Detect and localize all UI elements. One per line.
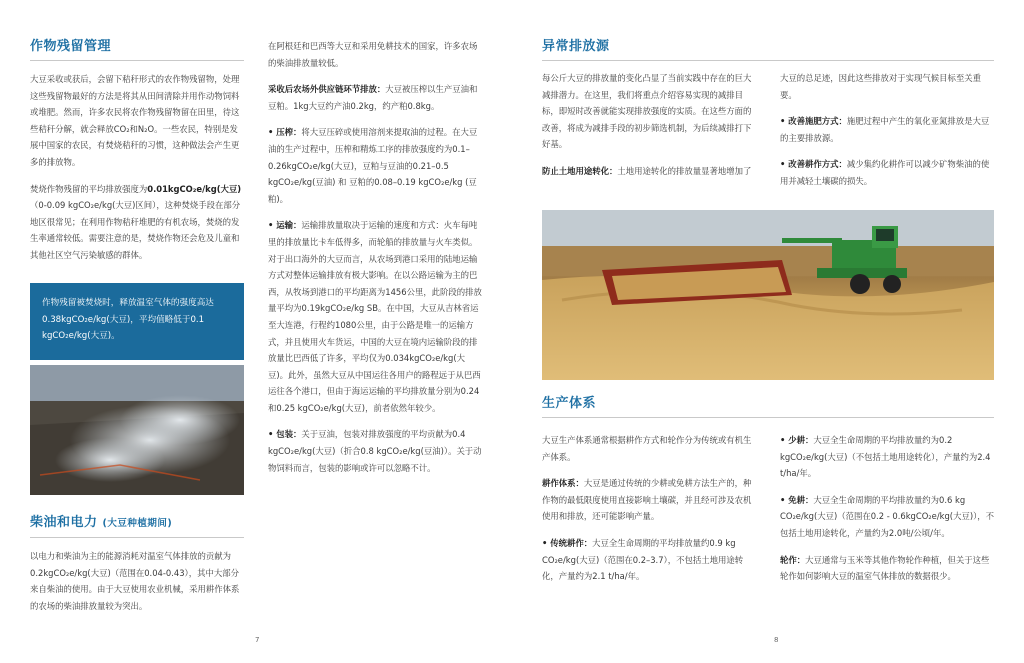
bold-text: 轮作： <box>780 554 806 565</box>
paragraph: 大豆生产体系通常根据耕作方式和轮作分为传统或有机生产体系。 <box>542 435 752 462</box>
text: 运输排放量取决于运输的速度和方式：火车每吨里的排放量比卡车低得多，而轮船的排放量与火车类似。对于出口海外的大豆而言，从农场到港口采用的陆地运输方式对整体运输排放有极大影响。在以公路运输为主的巴西，从牧场到港口的平均距离为1456公里，此阶段的排放量平均为0.19kgCO₂e/kg SB。在中国，大豆从吉林省运至大连港，行程约1080公里，由于公路是唯一的运输方式，并且使用火车货运，中国的大豆在境内运输阶段的排放量比巴西低了许多，平均仅为0.034kgCO₂e/kg(大豆)。此外，虽然大豆从中国运往各用户的路程远于从巴西运往各个港口，但由于海运运输的平均排放量分别为0.24和0.25 kgCO₂e/kg(大豆)，前者依然年较少。 <box>268 220 482 413</box>
text: 大豆被压榨以生产豆油和豆粕。1kg大豆约产油0.2kg，约产粕0.8kg。 <box>268 84 478 111</box>
paragraph <box>542 535 757 585</box>
paragraph: 在阿根廷和巴西等大豆和采用免耕技术的国家，许多农场的柴油排放量较低。 <box>268 41 478 68</box>
paragraph: 大豆采收或获后，会留下秸秆形式的农作物残留物，处理这些残留物最好的方法是将其从田间清除并用作动物饲料或堆肥。然而，许多农民将农作物残留物留在田里，待这些秸秆分解，就会释放CO₂和N₂O。一些农民，特别是发展中国家的农民，有焚烧秸秆的习惯，这种做法会产生更多的排放物。 <box>30 74 240 167</box>
right-section-production <box>542 395 994 428</box>
left-col-1 <box>30 38 244 274</box>
text: （0-0.09 kgCO₂e/kg(大豆)区间），这种焚烧手段在部分地区很常见；在利用作物秸秆堆肥的有机农场，焚烧的发生率通常较低。需要注意的是，焚烧作物还会危及儿童和其他社区空气污染敏感的群体。 <box>30 200 241 260</box>
divider <box>30 60 244 61</box>
paragraph <box>542 475 757 525</box>
bold-text: • 少耕： <box>780 435 814 445</box>
right-header <box>542 38 994 71</box>
harvester-graphic <box>542 210 994 380</box>
left-col-1-bottom <box>30 514 244 624</box>
bold-text: 0.01kgCO₂e/kg(大豆) <box>147 183 242 194</box>
bold-text: • 压榨： <box>268 127 302 138</box>
text: 土地用途转化的排放量显著地增加了 <box>617 165 752 176</box>
page-number: 7 <box>255 636 260 644</box>
bold-text: • 免耕： <box>780 494 814 505</box>
heading-subtext: (大豆种植期间) <box>102 518 173 529</box>
right-col-1-bottom <box>542 432 757 595</box>
heading-diesel-electricity <box>30 514 244 533</box>
text: 将大豆压碎或使用溶剂来提取油的过程。在大豆油的生产过程中，压榨和精炼工序的排放强度约为0.1–0.26kgCO₂e/kg(大豆)，豆粕与豆油的0.21–0.5 kgCO₂e/kg(豆油) 和 豆粕的0.08–0.19 kgCO₂e/kg (豆粕)。 <box>268 127 478 204</box>
text: 大豆全生命周期的平均排放量约为0.2 kgCO₂e/kg(大豆)（不包括土地用途转化），产量约为2.4 t/ha/年。 <box>780 435 991 479</box>
paragraph <box>780 113 995 146</box>
divider <box>30 537 244 538</box>
text: 减少集约化耕作可以减少矿物柴油的使用并减轻土壤碳的损失。 <box>780 159 990 186</box>
text: 大豆全生命周期的平均排放量约为0.6 kg CO₂e/kg(大豆)（范围在0.2 - 0.6kgCO₂e/kg(大豆)），不包括土地用途转化，产量约为2.0吨/公顷/年。 <box>780 494 995 538</box>
bold-text: • 运输： <box>268 220 302 231</box>
paragraph <box>268 81 483 114</box>
paragraph: 以电力和柴油为主的能源消耗对温室气体排放的贡献为0.2kgCO₂e/kg(大豆)（范围在0.04-0.43），其中大部分来自柴油的使用。由于大豆使用农业机械，采用耕作体系的农场的柴油排放量较为突出。 <box>30 551 240 611</box>
divider <box>542 417 994 418</box>
text: 关于豆油，包装对排放强度的平均贡献为0.4 kgCO₂e/kg(大豆)（折合0.8 kgCO₂e/kg(豆油)）。关于动物饲料而言，包装的影响或许可以忽略不计。 <box>268 429 482 473</box>
paragraph <box>780 432 995 482</box>
text: 施肥过程中产生的氧化亚氮排放是大豆的主要排放源。 <box>780 116 990 143</box>
highlight-box: 作物残留被焚烧时，释放温室气体的强度高达0.38kgCO₂e/kg(大豆)，平均值略低于0.1 kgCO₂e/kg(大豆)。 <box>30 283 244 360</box>
paragraph <box>780 156 995 189</box>
bold-text: 采收后农场外供应链环节排放： <box>268 84 386 95</box>
right-col-2 <box>780 70 995 200</box>
left-col-2 <box>268 38 483 486</box>
bold-text: • 包装： <box>268 429 302 440</box>
right-col-1 <box>542 70 757 190</box>
text: 焚烧作物残留的平均排放强度为 <box>30 183 148 194</box>
bold-text: 耕作体系： <box>542 478 584 489</box>
paragraph <box>268 426 483 476</box>
field-burning-image <box>30 365 244 495</box>
page-number: 8 <box>774 636 779 644</box>
harvest-image <box>542 210 994 380</box>
bold-text: • 改善耕作方式： <box>780 159 847 170</box>
smoke-field-graphic <box>30 365 244 495</box>
bold-text: 防止土地用途转化： <box>542 165 618 176</box>
bold-text: • 传统耕作： <box>542 537 593 548</box>
paragraph: 每公斤大豆的排放量的变化凸显了当前实践中存在的巨大减排潜力。在这里，我们将重点介绍容易实现的减排目标，即短时改善就能实现排放强度的实质。在这些方面的改善，将成为减排手段的初步筛选机制，为后续减排打下好基。 <box>542 73 752 150</box>
paragraph <box>268 217 483 416</box>
paragraph <box>30 181 244 264</box>
heading-text: 柴油和电力 <box>30 515 98 530</box>
heading-production-system: 生产体系 <box>542 396 597 411</box>
paragraph: 大豆的总足迹，因此这些排放对于实现气候目标至关重要。 <box>780 73 981 100</box>
heading-abnormal-emissions: 异常排放源 <box>542 39 610 54</box>
divider <box>542 60 994 61</box>
right-col-2-bottom <box>780 432 995 595</box>
paragraph <box>268 124 483 207</box>
paragraph <box>542 163 757 180</box>
right-page <box>512 0 1024 663</box>
text: 大豆通常与玉米等其他作物轮作种植，但关于这些轮作如何影响大豆的温室气体排放的数据很少。 <box>780 554 990 582</box>
paragraph <box>780 552 995 585</box>
bold-text: • 改善施肥方式： <box>780 116 847 127</box>
paragraph <box>780 492 995 542</box>
text: 大豆全生命周期的平均排放量约0.9 kg CO₂e/kg(大豆)（范围在0.2–3.7），不包括土地用途转化，产量约为2.1 t/ha/年。 <box>542 537 744 582</box>
heading-crop-residue: 作物残留管理 <box>30 39 112 54</box>
text: 大豆是通过传统的少耕或免耕方法生产的，种作物的最低限度使用直接影响土壤碳，并且经可涉及农机使用和排放，还可能影响产量。 <box>542 478 752 522</box>
